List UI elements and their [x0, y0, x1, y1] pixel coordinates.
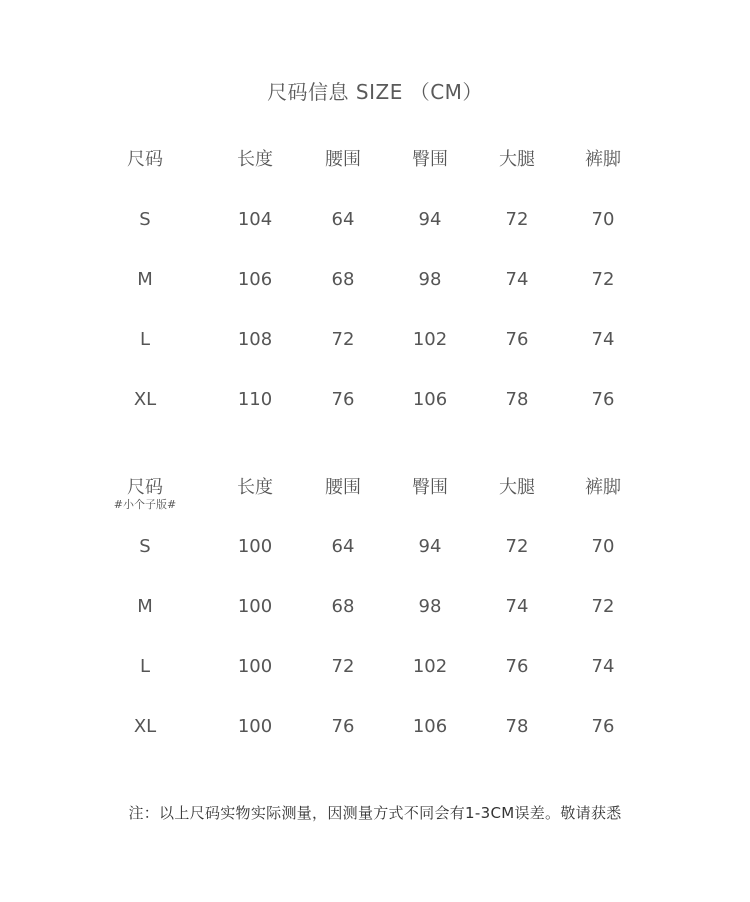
cell-length: 100	[237, 596, 273, 617]
cell-waist: 68	[331, 596, 355, 617]
cell-size: M	[137, 596, 153, 617]
cell-size: S	[139, 536, 151, 557]
cell-size: S	[139, 209, 151, 230]
cell-leg-opening: 70	[591, 209, 615, 230]
cell-leg-opening: 74	[591, 329, 615, 350]
cell-hip: 98	[418, 596, 442, 617]
table-row	[0, 325, 750, 355]
page-title: 尺码信息 SIZE （CM）	[267, 80, 483, 104]
cell-length: 110	[237, 389, 273, 410]
table-row	[0, 712, 750, 742]
cell-leg-opening: 76	[591, 716, 615, 737]
header-size: 尺码	[127, 149, 163, 170]
header-length: 长度	[237, 477, 273, 498]
cell-size: M	[137, 269, 153, 290]
header-thigh: 大腿	[499, 477, 535, 498]
cell-size: XL	[133, 389, 157, 410]
cell-length: 104	[237, 209, 273, 230]
cell-leg-opening: 70	[591, 536, 615, 557]
cell-hip: 102	[412, 329, 448, 350]
cell-waist: 68	[331, 269, 355, 290]
cell-waist: 72	[331, 329, 355, 350]
header-leg-opening: 裤脚	[585, 477, 621, 498]
header-waist: 腰围	[325, 477, 361, 498]
cell-waist: 76	[331, 716, 355, 737]
cell-waist: 64	[331, 536, 355, 557]
cell-length: 106	[237, 269, 273, 290]
cell-thigh: 76	[505, 329, 529, 350]
cell-waist: 64	[331, 209, 355, 230]
cell-leg-opening: 72	[591, 596, 615, 617]
table-header	[0, 473, 750, 511]
cell-size: L	[139, 329, 151, 350]
cell-hip: 106	[412, 716, 448, 737]
cell-thigh: 72	[505, 209, 529, 230]
cell-length: 100	[237, 656, 273, 677]
measurement-note: 注：以上尺码实物实际测量，因测量方式不同会有1-3CM误差。敬请获悉	[128, 804, 622, 822]
cell-waist: 72	[331, 656, 355, 677]
cell-hip: 94	[418, 536, 442, 557]
cell-thigh: 74	[505, 269, 529, 290]
header-leg-opening: 裤脚	[585, 149, 621, 170]
table-header	[0, 145, 750, 175]
cell-length: 100	[237, 536, 273, 557]
cell-thigh: 78	[505, 716, 529, 737]
cell-leg-opening: 74	[591, 656, 615, 677]
table-row	[0, 265, 750, 295]
cell-thigh: 74	[505, 596, 529, 617]
cell-hip: 106	[412, 389, 448, 410]
cell-size: L	[139, 656, 151, 677]
cell-hip: 94	[418, 209, 442, 230]
header-waist: 腰围	[325, 149, 361, 170]
cell-leg-opening: 72	[591, 269, 615, 290]
header-hip: 臀围	[412, 149, 448, 170]
cell-thigh: 76	[505, 656, 529, 677]
cell-hip: 102	[412, 656, 448, 677]
cell-thigh: 78	[505, 389, 529, 410]
cell-thigh: 72	[505, 536, 529, 557]
header-hip: 臀围	[412, 477, 448, 498]
header-thigh: 大腿	[499, 149, 535, 170]
table-row	[0, 532, 750, 562]
petite-version-note: #小个子版#	[113, 498, 177, 511]
table-row	[0, 205, 750, 235]
table-row	[0, 385, 750, 415]
table-row	[0, 592, 750, 622]
header-length: 长度	[237, 149, 273, 170]
cell-hip: 98	[418, 269, 442, 290]
cell-leg-opening: 76	[591, 389, 615, 410]
cell-length: 100	[237, 716, 273, 737]
cell-waist: 76	[331, 389, 355, 410]
header-size: 尺码	[127, 477, 163, 498]
table-row	[0, 652, 750, 682]
cell-size: XL	[133, 716, 157, 737]
cell-length: 108	[237, 329, 273, 350]
